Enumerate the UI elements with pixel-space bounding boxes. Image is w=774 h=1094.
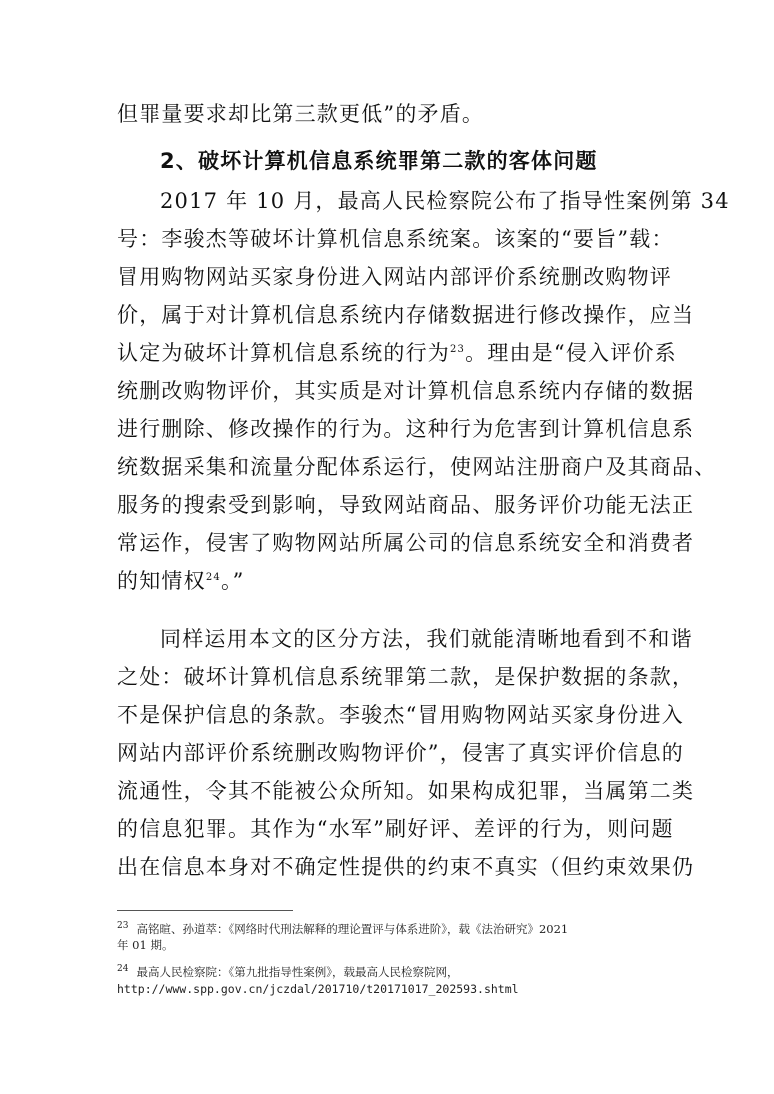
paragraph-line: 流通性，令其不能被公众所知。如果构成犯罪，当属第二类	[117, 779, 695, 803]
paragraph-line: 服务的搜索受到影响，导致网站商品、服务评价功能无法正	[117, 493, 695, 517]
footnote-text: 高铭暄、孙道萃：《网络时代刑法解释的理论置评与体系进阶》，载《法治研究》2021	[136, 921, 569, 936]
section-heading: 2、破坏计算机信息系统罪第二款的客体问题	[160, 149, 598, 173]
footnote-text: 最高人民检察院：《第九批指导性案例》，载最高人民检察院网，	[136, 964, 459, 979]
paragraph-line: 的信息犯罪。其作为“水军”刷好评、差评的行为，则问题	[117, 817, 674, 841]
footnote-separator	[117, 910, 293, 911]
paragraph-line: 之处：破坏计算机信息系统罪第二款，是保护数据的条款，	[117, 665, 695, 689]
footnote-ref-24[interactable]: 24	[205, 572, 221, 583]
footnote-number: 23	[117, 921, 129, 931]
footnote-23-continued: 年 01 期。	[117, 938, 174, 952]
paragraph-line: 同样运用本文的区分方法，我们就能清晰地看到不和谐	[160, 627, 693, 651]
paragraph-line: 号：李骏杰等破坏计算机信息系统案。该案的“要旨”载：	[117, 227, 674, 251]
text-run: 认定为破坏计算机信息系统的行为	[117, 341, 450, 365]
paragraph-line	[117, 564, 677, 598]
paragraph-line: 出在信息本身对不确定性提供的约束不真实（但约束效果仍	[117, 855, 695, 879]
paragraph-line: 常运作，侵害了购物网站所属公司的信息系统安全和消费者	[117, 531, 695, 555]
paragraph-line: 统数据采集和流量分配体系运行，使网站注册商户及其商品、	[117, 455, 717, 479]
text-run: 。理由是“侵入评价系	[465, 341, 677, 365]
footnote-number: 24	[117, 964, 129, 974]
paragraph-line: 网站内部评价系统删改购物评价”，侵害了真实评价信息的	[117, 741, 684, 765]
paragraph-line: 冒用购物网站买家身份进入网站内部评价系统删改购物评	[117, 265, 672, 289]
footnote-23	[117, 917, 677, 938]
text-run: 。”	[220, 569, 245, 593]
paragraph-line	[117, 336, 677, 370]
paragraph-line: 不是保护信息的条款。李骏杰“冒用购物网站买家身份进入	[117, 703, 684, 727]
text-run: 的知情权	[117, 569, 206, 593]
paragraph-line: 但罪量要求却比第三款更低”的矛盾。	[117, 102, 485, 126]
paragraph-line: 进行删除、修改操作的行为。这种行为危害到计算机信息系	[117, 417, 695, 441]
footnote-24-url[interactable]: http://www.spp.gov.cn/jczdal/201710/t20171017_202593.shtml	[117, 982, 519, 996]
paragraph-line: 2017 年 10 月，最高人民检察院公布了指导性案例第 34	[160, 189, 730, 213]
paragraph-line: 统删改购物评价，其实质是对计算机信息系统内存储的数据	[117, 379, 695, 403]
paragraph-line: 价，属于对计算机信息系统内存储数据进行修改操作，应当	[117, 303, 695, 327]
footnote-ref-23[interactable]: 23	[450, 344, 466, 355]
footnote-24	[117, 960, 677, 981]
